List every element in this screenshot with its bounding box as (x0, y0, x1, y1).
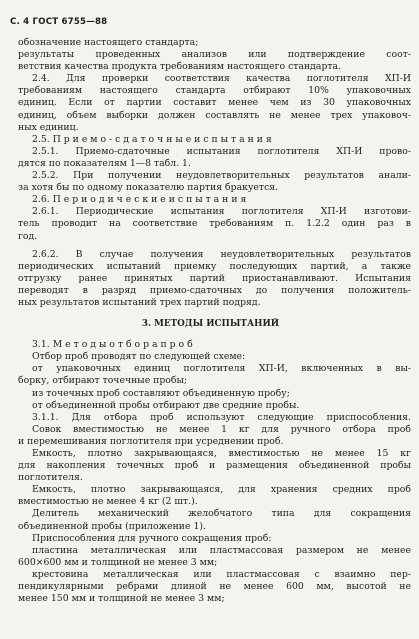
text-line: 2.5.1. Приемо-сдаточные испытания поглотителя ХП-И прово- (32, 145, 411, 157)
text-line: 2.5. П р и е м о - с д а т о ч н ы е и с п ы т а н и я (32, 133, 272, 145)
text-line: ных единиц. (18, 121, 79, 133)
text-line: Приспособления для ручного сокращения проб: (32, 532, 272, 544)
text-line: 2.6.2. В случае получения неудовлетворительных результатов (32, 248, 411, 260)
text-line: борку, отбирают точечные пробы; (18, 375, 188, 387)
document-body (0, 37, 419, 605)
text-line: Отбор проб проводят по следующей схеме: (32, 351, 246, 363)
text-line: 3.1.1. Для отбора проб используют следующие приспособления. (32, 411, 411, 423)
text-line: единиц. Если от партии составит менее чем из 30 упаковочных (18, 97, 411, 109)
spacer (0, 309, 419, 318)
text-line: 600×600 мм и толщиной не менее 3 мм; (18, 556, 218, 568)
text-line: ветствия качества продукта требованиям настоящего стандарта. (18, 61, 342, 73)
text-line: единиц, объем выборки должен составлять не менее трех упаковоч- (18, 109, 411, 121)
text-line: требованиям настоящего стандарта отбирают 10% упаковочных (18, 85, 411, 97)
text-line: год. (18, 230, 38, 242)
text-line: ных результатов испытаний трех партий подряд. (18, 296, 261, 308)
text-line: отгрузку ранее принятых партий приостанавливают. Испытания (18, 272, 411, 284)
text-line: для накопления точечных проб и размещения объединенной пробы (18, 460, 411, 472)
section-heading: 3. МЕТОДЫ ИСПЫТАНИЙ (141, 319, 280, 330)
text-line: из точечных проб составляют объединенную пробу; (32, 387, 290, 399)
text-line: дятся по показателям 1—8 табл. 1. (18, 157, 191, 169)
text-line: 3.1. М е т о д ы о т б о р а п р о б (32, 339, 193, 351)
spacer (0, 330, 419, 339)
text-line: Емкость, плотно закрывающаяся, вместимостью не менее 15 кг (32, 448, 411, 459)
text-line: крестовина металлическая или пластмассовая с взаимно пер- (32, 568, 411, 580)
text-line: пендикулярными ребрами длиной не менее 600 мм, высотой не (18, 581, 411, 593)
text-line: Емкость, плотно закрывающаяся, для хранения средних проб (32, 484, 411, 496)
text-line: поглотителя. (18, 472, 83, 484)
page-header: С. 4 ГОСТ 6755—88 (10, 17, 108, 27)
text-line: обозначение настоящего стандарта; (18, 37, 199, 48)
text-line: пластина металлическая или пластмассовая размером не менее (32, 544, 411, 556)
text-line: Совок вместимостью не менее 1 кг для ручного отбора проб (32, 423, 411, 435)
text-line: переводят в разряд приемо-сдаточных до получения положитель- (18, 284, 411, 296)
text-line: 2.4. Для проверки соответствия качества поглотителя ХП-И (32, 73, 411, 85)
text-line: 2.5.2. При получении неудовлетворительных результатов анали- (32, 170, 411, 182)
text-line: и перемешивания поглотителя при усреднении проб. (18, 435, 284, 447)
text-line: от объединенной пробы отбирают две средние пробы. (32, 399, 300, 411)
text-line: периодических испытаний приемку последующих партий, а также (18, 260, 411, 272)
text-line: 2.6. П е р и о д и ч е с к и е и с п ы т а н и я (32, 194, 247, 206)
text-line: от упаковочных единиц поглотителя ХП-И, включенных в вы- (32, 363, 411, 375)
text-line: объединенной пробы (приложение 1). (18, 520, 206, 532)
text-line: вместимостью не менее 4 кг (2 шт.). (18, 496, 198, 508)
text-line: тель проводит на соответствие требованиям п. 1.2.2 один раз в (18, 218, 411, 230)
text-line: Делитель механический желобчатого типа для сокращения (32, 508, 411, 520)
text-line: за хотя бы по одному показателю партия бракуется. (18, 182, 279, 194)
text-line: менее 150 мм и толщиной не менее 3 мм; (18, 593, 225, 605)
text-line: 2.6.1. Периодические испытания поглотителя ХП-И изготови- (32, 206, 411, 218)
text-line: результаты проведенных анализов или подтверждение соот- (18, 49, 411, 61)
